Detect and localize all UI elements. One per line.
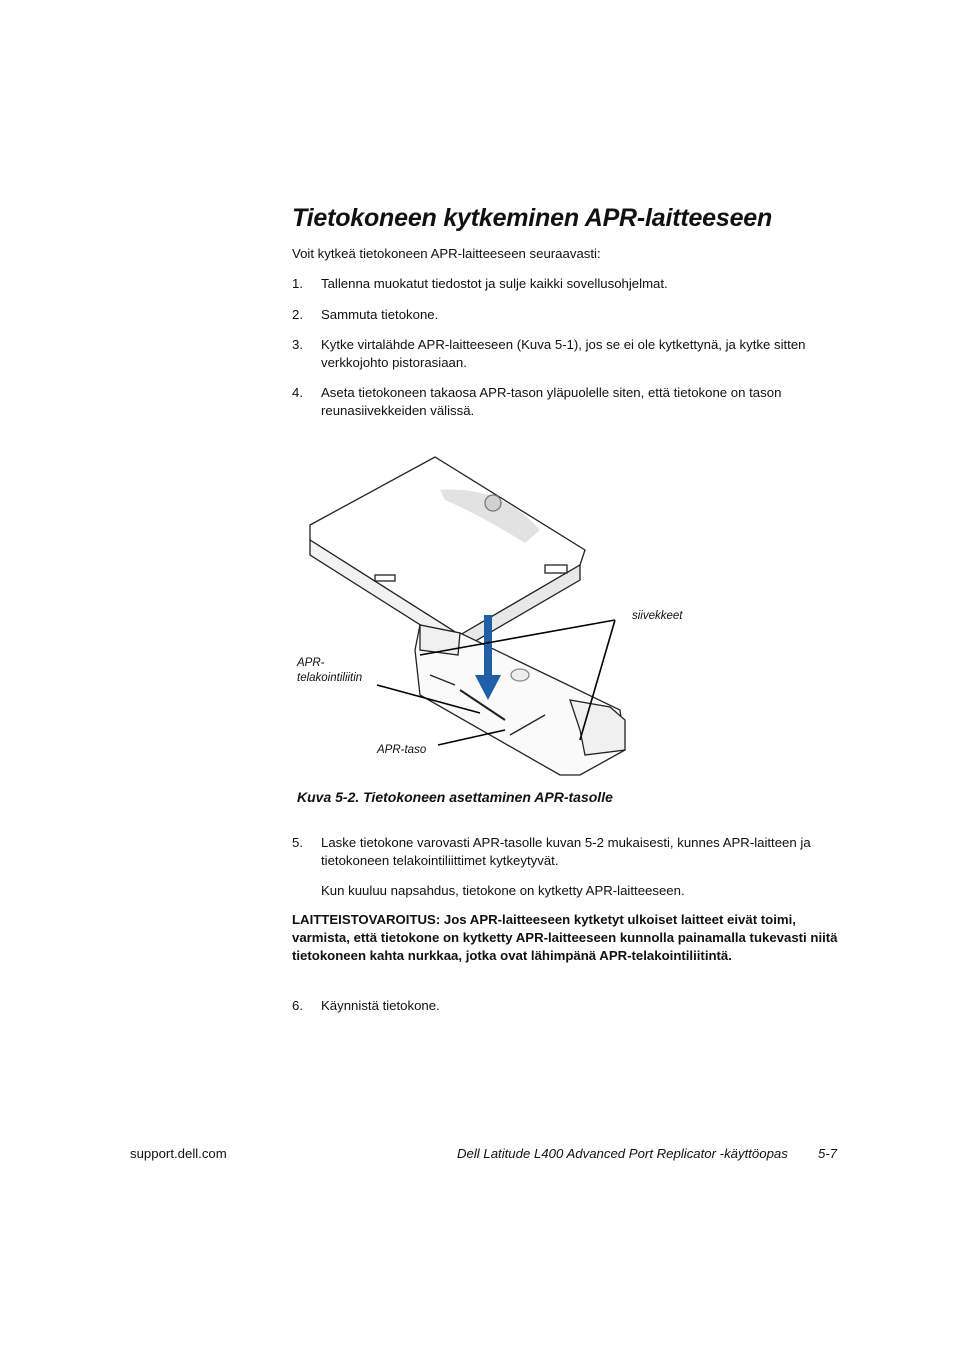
label-connector-1: APR-: [297, 657, 325, 669]
step-number: 6.: [292, 998, 303, 1013]
step-text: Aseta tietokoneen takaosa APR-tason yläpuolelle siten, että tietokone on tason reunasiivekkeiden välissä.: [321, 385, 782, 418]
step-number: 2.: [292, 307, 303, 322]
figure-caption: Kuva 5-2. Tietokoneen asettaminen APR-tasolle: [297, 789, 613, 805]
step-number: 5.: [292, 835, 303, 850]
step-note: Kun kuuluu napsahdus, tietokone on kytketty APR-laitteeseen.: [321, 883, 685, 898]
label-tabs: siivekkeet: [632, 610, 683, 622]
hardware-warning: LAITTEISTOVAROITUS: Jos APR-laitteeseen kytketyt ulkoiset laitteet eivät toimi, varmista, että tietokone on kytketty APR-laitteeseen kunnolla painamalla tukevasti niitä tietokoneen kahta nurkkaa, jotka ovat lähimpänä APR-telakointiliitintä.: [292, 912, 838, 963]
list-item: [292, 384, 852, 419]
label-platform: APR-taso: [377, 744, 427, 756]
step-number: 3.: [292, 337, 303, 352]
page-title: Tietokoneen kytkeminen APR-laitteeseen: [292, 204, 773, 232]
step-text: Sammuta tietokone.: [321, 307, 439, 322]
down-arrow: [484, 615, 492, 675]
list-item: [292, 336, 852, 371]
platform-drawing: [415, 625, 625, 775]
step-number: 1.: [292, 276, 303, 291]
step-text: Laske tietokone varovasti APR-tasolle kuvan 5-2 mukaisesti, kunnes APR-laitteen ja tietokoneen telakointiliittimet kytkeytyvät.: [321, 835, 811, 868]
footer-page-number: 5-7: [818, 1146, 838, 1161]
label-connector-2: telakointiliitin: [297, 672, 363, 684]
list-item: [292, 997, 852, 1015]
intro-text: Voit kytkeä tietokoneen APR-laitteeseen seuraavasti:: [292, 246, 601, 261]
list-item: [292, 275, 852, 293]
list-item: [292, 834, 852, 869]
footer-website: support.dell.com: [130, 1146, 227, 1161]
step-text: Tallenna muokatut tiedostot ja sulje kaikki sovellusohjelmat.: [321, 276, 668, 291]
footer-title: Dell Latitude L400 Advanced Port Replicator -käyttöopas: [457, 1146, 788, 1161]
step-number: 4.: [292, 385, 303, 400]
list-item: [292, 306, 852, 324]
step-text: Kytke virtalähde APR-laitteeseen (Kuva 5-1), jos se ei ole kytkettynä, ja kytke sitten verkkojohto pistorasiaan.: [321, 337, 806, 370]
laptop-drawing: [310, 457, 585, 650]
step-text: Käynnistä tietokone.: [321, 998, 440, 1013]
